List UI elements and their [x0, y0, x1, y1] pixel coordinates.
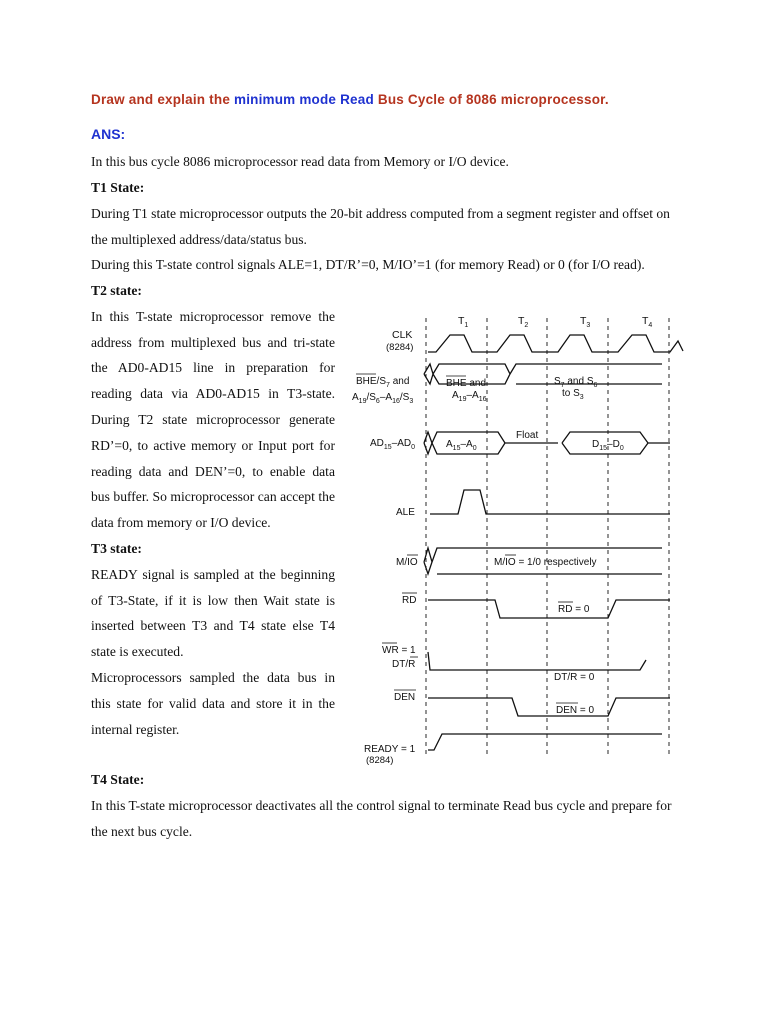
- den-note: DEN = 0: [556, 705, 595, 716]
- t4-text-line-1: In this T-state microprocessor deactivates all the control signal to terminate Read bus cycle and prepare for: [91, 798, 672, 813]
- bhe-box-line-2: $A_{19}-A_{16}$: [452, 390, 487, 403]
- address-box-label: $A_{15}-A_0$: [446, 439, 477, 452]
- ready-source-label: (8284): [366, 755, 394, 766]
- bhe-box-line-1: BHE and: [446, 378, 487, 389]
- answer-label: ANS:: [91, 126, 126, 142]
- rd-waveform: [428, 600, 670, 618]
- ale-label: ALE: [396, 507, 415, 518]
- title-part-2: minimum mode Read: [233, 92, 374, 107]
- state-label-t3: $T_3$: [580, 315, 591, 329]
- t3-paragraph-1: READY signal is sampled at the beginning of T3-State, if it is low then Wait state is inserted between T3 and T4 state else T4 state is executed.: [91, 566, 335, 660]
- wr-label: WR = 1: [382, 645, 416, 656]
- clk-waveform: [428, 335, 683, 352]
- t1-text-line-2: the multiplexed address/data/status bus.: [91, 232, 307, 247]
- t1-text-line-1: During T1 state microprocessor outputs the 20-bit address computed from a segment register and offset on: [91, 206, 670, 221]
- t3-paragraph-2: Microprocessors sampled the data bus in this state for valid data and store it in the internal register.: [91, 669, 335, 737]
- state-label-t1: $T_1$: [458, 315, 469, 329]
- clk-source-label: (8284): [386, 342, 414, 353]
- t2-heading: T2 state:: [91, 283, 142, 298]
- ready-waveform: [428, 734, 662, 750]
- dtr-waveform: [428, 652, 646, 670]
- t1-text-line-3: During this T-state control signals ALE=1, DT/R’=0, M/IO’=1 (for memory Read) or 0 (for I/O read).: [91, 257, 645, 272]
- ready-label: READY = 1: [364, 744, 416, 755]
- data-box-label: $D_{15}-D_0$: [592, 439, 624, 452]
- question-title: [91, 92, 609, 107]
- status-s7-s6-line-1: $S_7$ and $S_6$: [554, 376, 598, 389]
- ad-bus-label: $AD_{15}-AD_0$: [370, 438, 416, 451]
- t4-heading: T4 State:: [91, 772, 145, 787]
- title-part-1: Draw and explain the: [91, 92, 234, 107]
- t2-paragraph: In this T-state microprocessor remove the address from multiplexed bus and tri-state the AD0-AD15 line in preparation for reading data via AD0-AD15 in T3-state. During T2 state microprocessor generate RD’=0, to active memory or Input port for reading data and DEN’=0, to enable data bus buffer. So microprocessor can accept the data from memory or I/O device.: [91, 308, 335, 531]
- float-label: Float: [516, 430, 539, 441]
- bhe-label-line-2: $A_{19}/S_6-A_{16}/S_3$: [352, 392, 414, 405]
- left-column: [91, 278, 335, 742]
- t1-heading: T1 State:: [91, 180, 145, 195]
- title-part-3: Bus Cycle of 8086 microprocessor.: [373, 92, 609, 107]
- t3-heading: T3 state:: [91, 540, 142, 556]
- intro-paragraph: In this bus cycle 8086 microprocessor read data from Memory or I/O device.: [91, 154, 509, 169]
- status-s7-s6-line-2: to $S_3$: [562, 388, 584, 401]
- state-label-t2: $T_2$: [518, 315, 529, 329]
- state-label-t4: $T_4$: [642, 315, 653, 329]
- dtr-note: DT/R = 0: [554, 672, 595, 683]
- t4-text-line-2: the next bus cycle.: [91, 824, 193, 839]
- clk-label: CLK: [392, 329, 413, 341]
- mio-label: M/IO: [396, 557, 418, 568]
- ale-waveform: [430, 490, 670, 514]
- rd-label: RD: [402, 595, 417, 606]
- den-waveform: [428, 698, 670, 716]
- den-label: DEN: [394, 692, 416, 703]
- bhe-label-line-1: BHE/$S_7$ and: [356, 376, 410, 389]
- read-bus-cycle-timing-diagram: [340, 306, 700, 776]
- mio-note: M/IO = 1/0 respectively: [494, 557, 597, 568]
- rd-note: RD = 0: [558, 604, 590, 615]
- dtr-label: DT/R: [392, 659, 416, 670]
